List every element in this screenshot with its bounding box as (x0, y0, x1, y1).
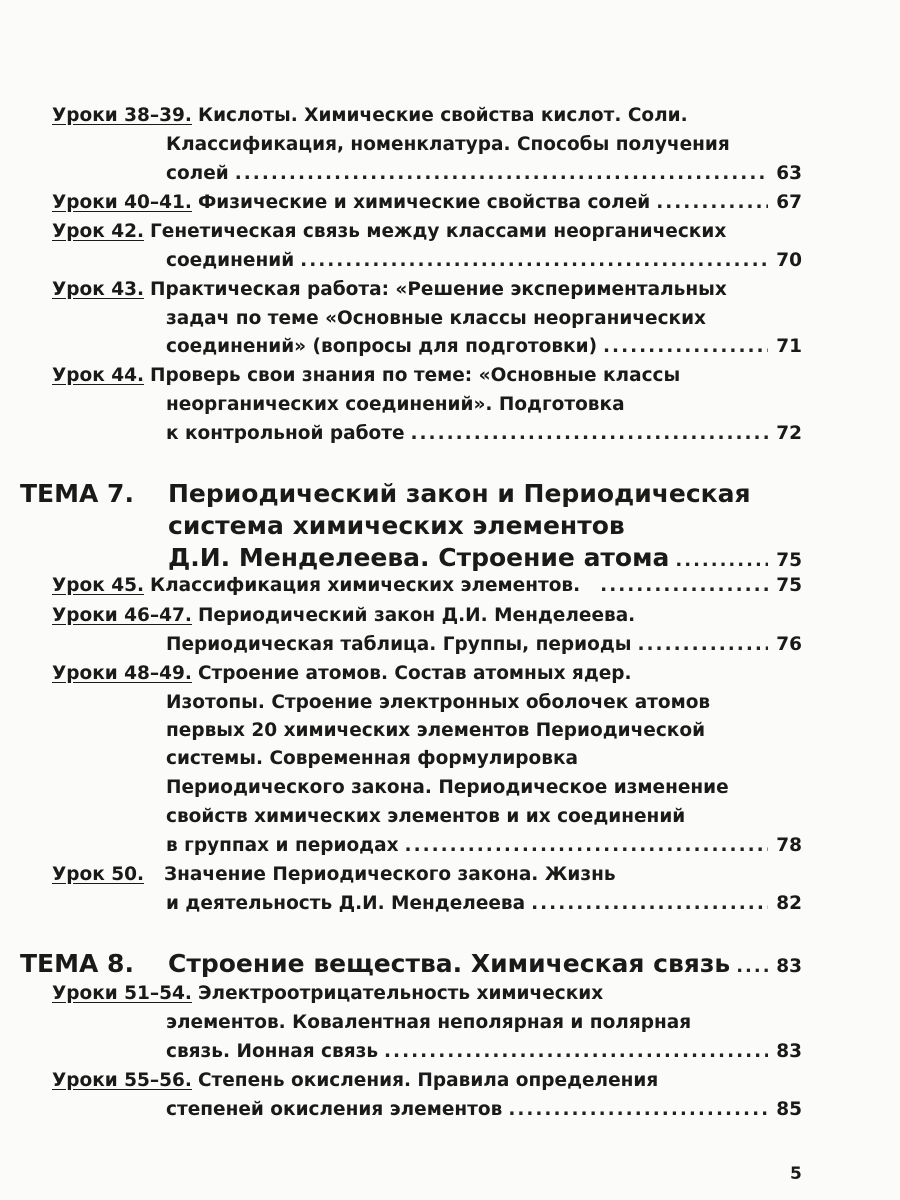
toc-entry-lesson-50 (52, 861, 616, 889)
lesson-label: Урок 43. (52, 279, 144, 300)
page-ref: 78 (776, 835, 802, 856)
lesson-title-line: Классификация химических элементов. (150, 575, 581, 596)
lesson-label: Уроки 51–54. (52, 983, 192, 1004)
lesson-title-line: солей (166, 163, 229, 184)
lesson-title-continuation (166, 689, 710, 717)
lesson-label: Урок 50. (52, 864, 144, 885)
page-ref: 72 (776, 423, 802, 444)
leader-dots (384, 1038, 768, 1066)
page-ref: 76 (776, 634, 802, 655)
lesson-label: Уроки 48–49. (52, 663, 192, 684)
page-ref: 75 (776, 575, 802, 596)
page-ref: 75 (776, 550, 802, 571)
lesson-title-last-line (166, 1096, 802, 1124)
lesson-title-line: элементов. Ковалентная неполярная и полярная (166, 1012, 692, 1033)
lesson-label: Уроки 55–56. (52, 1070, 192, 1091)
theme-title-line: система химических элементов (168, 511, 625, 540)
leader-dots (638, 631, 769, 659)
theme-title-line: Д.И. Менделеева. Строение атома (168, 543, 670, 572)
lesson-title-last-line (166, 1038, 802, 1066)
lesson-title-line: свойств химических элементов и их соединений (166, 806, 686, 827)
lesson-title-last-line (166, 333, 802, 361)
toc-entry-lessons-46-47 (52, 602, 635, 630)
lesson-title-last-line (166, 832, 802, 860)
lesson-label: Уроки 40–41. (52, 192, 192, 213)
lesson-title-line: Периодическая таблица. Группы, периоды (166, 634, 632, 655)
lesson-title-line: задач по теме «Основные классы неорганических (166, 308, 706, 329)
lesson-title-line: Изотопы. Строение электронных оболочек атомов (166, 692, 711, 713)
lesson-title-line: первых 20 химических элементов Периодической (166, 720, 706, 741)
theme-title-line: Строение вещества. Химическая связь (168, 949, 731, 978)
page-ref: 63 (776, 163, 802, 184)
lesson-title-line: Периодического закона. Периодическое изменение (166, 777, 729, 798)
lesson-title-last-line (166, 247, 802, 275)
leader-dots (411, 420, 769, 448)
leader-dots (235, 160, 769, 188)
page-ref: 71 (776, 336, 802, 357)
lesson-title-line: в группах и периодах (166, 835, 399, 856)
theme-title-line: Периодический закон и Периодическая (168, 479, 751, 508)
lesson-title-line: Значение Периодического закона. Жизнь (164, 864, 616, 885)
toc-entry-lessons-40-41 (52, 189, 802, 217)
lesson-title-continuation (166, 131, 730, 159)
leader-dots (736, 951, 768, 983)
lesson-title-line: неорганических соединений». Подготовка (166, 394, 625, 415)
lesson-title-last-line (166, 160, 802, 188)
page-ref: 70 (776, 250, 802, 271)
lesson-title-line: Генетическая связь между классами неорганических (150, 221, 727, 242)
lesson-title-line: Строение атомов. Состав атомных ядер. (197, 663, 632, 684)
lesson-title-last-line (166, 420, 802, 448)
lesson-title-line: степеней окисления элементов (166, 1099, 503, 1120)
toc-entry-lesson-45 (52, 572, 802, 600)
lesson-label: Урок 42. (52, 221, 144, 242)
toc-entry-lessons-51-54 (52, 980, 603, 1008)
lesson-label: Уроки 46–47. (52, 605, 192, 626)
lesson-title-continuation (166, 1009, 691, 1037)
lesson-label: Урок 44. (52, 365, 144, 386)
leader-dots (508, 1096, 768, 1124)
page-ref: 67 (776, 192, 802, 213)
lesson-title-line: к контрольной работе (166, 423, 405, 444)
page-ref: 82 (776, 893, 802, 914)
theme-title-continuation (168, 510, 625, 542)
lesson-title-line: Физические и химические свойства солей (197, 192, 651, 213)
lesson-title-line: и деятельность Д.И. Менделеева (166, 893, 526, 914)
leader-dots (405, 832, 769, 860)
toc-entry-lessons-55-56 (52, 1067, 658, 1095)
lesson-title-line: Степень окисления. Правила определения (197, 1070, 659, 1091)
lesson-title-line: Электроотрицательность химических (197, 983, 604, 1004)
toc-entry-lessons-48-49 (52, 660, 632, 688)
lesson-title-continuation (166, 774, 729, 802)
lesson-title-line: соединений (166, 250, 295, 271)
lesson-title-line: Практическая работа: «Решение экспериментальных (150, 279, 727, 300)
theme-label: ТЕМА 8. (20, 949, 134, 978)
lesson-title-continuation (166, 391, 625, 419)
page-ref: 83 (776, 956, 802, 977)
lesson-title-continuation (166, 745, 578, 773)
lesson-label: Урок 45. (52, 575, 144, 596)
lesson-title-line: связь. Ионная связь (166, 1041, 379, 1062)
lesson-title-line: соединений» (вопросы для подготовки) (166, 336, 598, 357)
theme-8-heading (20, 948, 802, 983)
leader-dots (600, 572, 768, 600)
lesson-title-last-line (166, 631, 802, 659)
leader-dots (603, 333, 768, 361)
lesson-label: Уроки 38–39. (52, 105, 192, 126)
lesson-title-continuation (166, 305, 706, 333)
toc-entry-lesson-42 (52, 218, 726, 246)
leader-dots (300, 247, 768, 275)
page-ref: 85 (776, 1099, 802, 1120)
lesson-title-line: Проверь свои знания по теме: «Основные классы (150, 365, 681, 386)
theme-label: ТЕМА 7. (20, 479, 134, 508)
toc-entry-lesson-43 (52, 276, 727, 304)
lesson-title-line: Кислоты. Химические свойства кислот. Соли. (197, 105, 688, 126)
page-ref: 83 (776, 1041, 802, 1062)
page-number: 5 (790, 1164, 802, 1184)
lesson-title-line: системы. Современная формулировка (166, 748, 579, 769)
leader-dots (531, 890, 768, 918)
lesson-title-continuation (166, 803, 685, 831)
toc-entry-lessons-38-39 (52, 102, 688, 130)
lesson-title-last-line (166, 890, 802, 918)
lesson-title-line: Классификация, номенклатура. Способы получения (166, 134, 730, 155)
lesson-title-continuation (166, 717, 705, 745)
leader-dots (656, 189, 768, 217)
theme-7-heading (20, 478, 751, 510)
lesson-title-line: Периодический закон Д.И. Менделеева. (197, 605, 636, 626)
toc-entry-lesson-44 (52, 362, 680, 390)
